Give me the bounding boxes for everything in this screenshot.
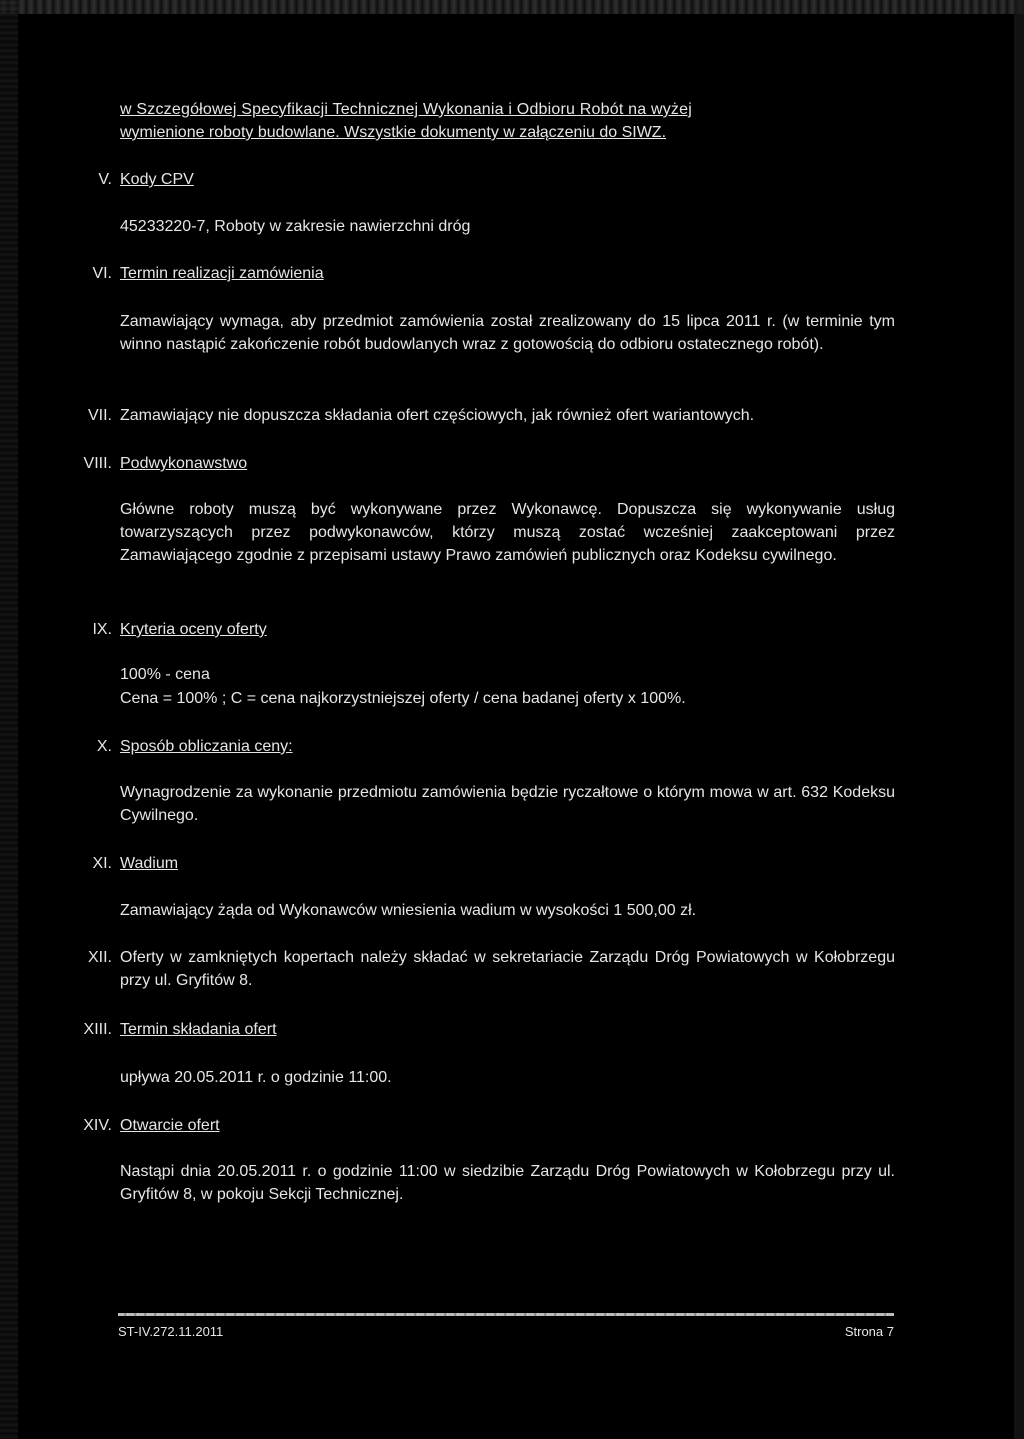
section-number: XII. — [87, 949, 112, 966]
section-title: Kryteria oceny oferty — [120, 621, 267, 638]
section-title: Termin realizacji zamówienia — [120, 265, 324, 282]
section-viii-text: Główne roboty muszą być wykonywane przez Wykonawcę. Dopuszcza się wykonywanie usług towarzyszących przez podwykonawców, którzy muszą zostać wcześniej zaakceptowani przez Zamawiającego zgodnie z przepisami ustawy Prawo zamówień publicznych oraz Kodeksu cywilnego. — [120, 501, 895, 564]
section-number: XI. — [92, 855, 112, 872]
section-title: Sposób obliczania ceny: — [120, 738, 293, 755]
footer-page-number: Strona 7 — [844, 1324, 894, 1339]
section-number: VIII. — [83, 455, 112, 472]
section-title: Otwarcie ofert — [120, 1117, 220, 1134]
intro-text — [120, 98, 895, 144]
section-number: IX. — [92, 621, 112, 638]
section-ix-line-1: 100% - cena — [120, 666, 210, 683]
section-vi — [60, 262, 895, 285]
section-title: Podwykonawstwo — [120, 455, 248, 472]
section-xiv — [60, 1114, 895, 1137]
section-v-text: 45233220-7, Roboty w zakresie nawierzchni dróg — [120, 218, 471, 235]
section-x-text: Wynagrodzenie za wykonanie przedmiotu zamówienia będzie ryczałtowe o którym mowa w art. 632 Kodeksu Cywilnego. — [120, 784, 895, 824]
intro-line-1: w Szczegółowej Specyfikacji Technicznej Wykonania i Odbioru Robót na wyżej — [120, 101, 692, 118]
section-number: V. — [98, 171, 112, 188]
section-number: VII. — [87, 407, 112, 424]
section-ix-line-2: Cena = 100% ; C = cena najkorzystniejszej oferty / cena badanej oferty x 100%. — [120, 690, 686, 707]
section-xi — [60, 852, 895, 875]
section-number: VI. — [92, 265, 112, 282]
section-xii — [60, 946, 895, 992]
section-title: Termin składania ofert — [120, 1021, 277, 1038]
section-xiv-text: Nastąpi dnia 20.05.2011 r. o godzinie 11:00 w siedzibie Zarządu Dróg Powiatowych w Kołobrzegu przy ul. Gryfitów 8, w pokoju Sekcji Technicznej. — [120, 1163, 895, 1203]
section-x — [60, 735, 895, 758]
section-xiii-text: upływa 20.05.2011 r. o godzinie 11:00. — [120, 1069, 392, 1086]
footer-reference: ST-IV.272.11.2011 — [118, 1324, 224, 1339]
section-number: X. — [96, 738, 112, 755]
scan-edge-top — [0, 0, 1024, 14]
section-vii-text: Zamawiający nie dopuszcza składania ofert częściowych, jak również ofert wariantowych. — [120, 407, 755, 424]
section-ix — [60, 618, 895, 641]
section-v — [60, 168, 895, 191]
section-viii — [60, 452, 895, 475]
section-number: XIV. — [83, 1117, 112, 1134]
section-title: Kody CPV — [120, 171, 194, 188]
section-vii — [60, 404, 895, 427]
section-xi-text: Zamawiający żąda od Wykonawców wniesienia wadium w wysokości 1 500,00 zł. — [120, 902, 697, 919]
section-number: XIII. — [83, 1021, 112, 1038]
section-vi-text: Zamawiający wymaga, aby przedmiot zamówienia został zrealizowany do 15 lipca 2011 r. (w terminie tym winno nastąpić zakończenie robót budowlanych wraz z gotowością do odbioru ostatecznego robót). — [120, 313, 895, 353]
intro-line-2: wymienione roboty budowlane. Wszystkie dokumenty w załączeniu do SIWZ. — [120, 124, 667, 141]
scan-edge-left — [0, 0, 18, 1439]
section-xii-text: Oferty w zamkniętych kopertach należy składać w sekretariacie Zarządu Dróg Powiatowych w Kołobrzegu przy ul. Gryfitów 8. — [120, 949, 895, 989]
section-xiii — [60, 1018, 895, 1041]
section-title: Wadium — [120, 855, 179, 872]
footer-divider — [118, 1313, 894, 1316]
scan-edge-right — [1014, 0, 1024, 1439]
